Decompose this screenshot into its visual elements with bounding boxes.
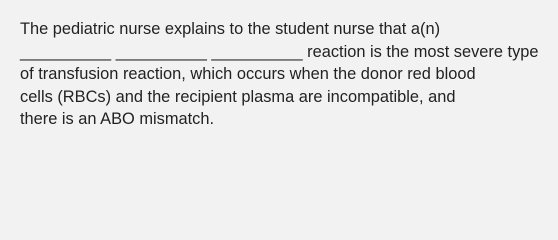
question-line-5: there is an ABO mismatch. bbox=[20, 110, 215, 128]
question-line-1: The pediatric nurse explains to the student nurse that a(n) bbox=[20, 20, 441, 38]
question-line-3: of transfusion reaction, which occurs when the donor red blood bbox=[20, 65, 476, 83]
question-text bbox=[20, 18, 548, 131]
question-line-2-with-blanks: __________ __________ __________ reaction is the most severe type bbox=[20, 42, 539, 61]
question-line-4: cells (RBCs) and the recipient plasma are incompatible, and bbox=[20, 87, 456, 106]
